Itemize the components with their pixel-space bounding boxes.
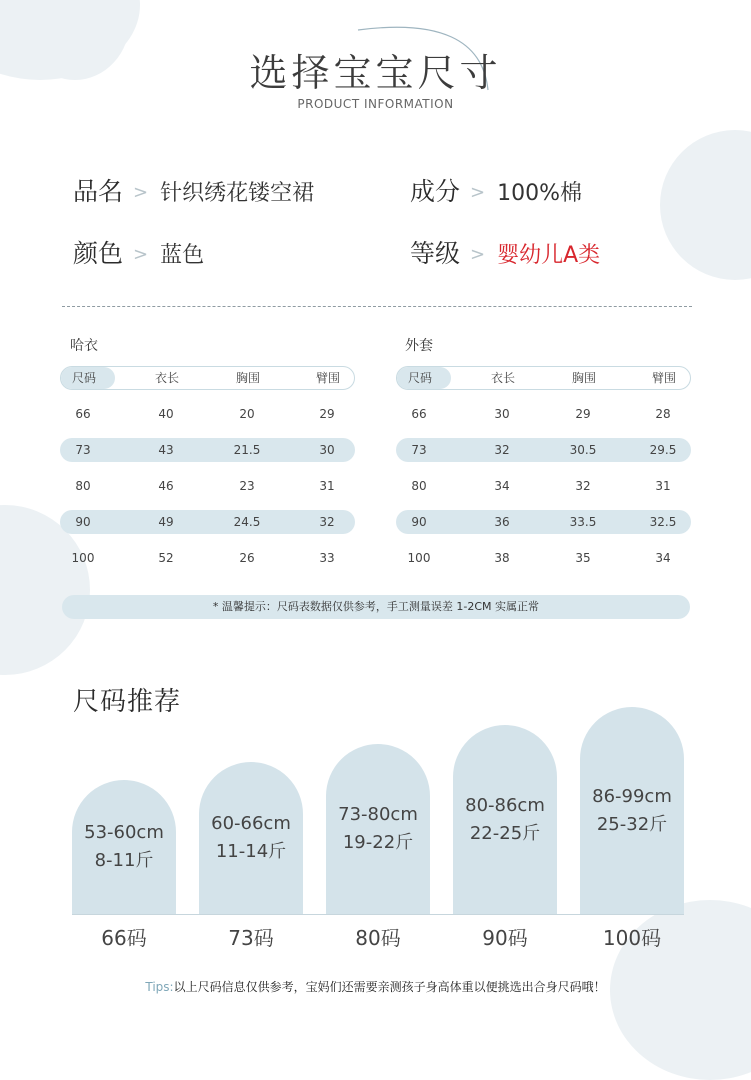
table-header-cell: 尺码: [407, 371, 432, 385]
table-cell: 34: [655, 551, 671, 565]
table-cell: 66: [411, 407, 427, 421]
table-cell: 35: [575, 551, 591, 565]
table-cell: 80: [75, 479, 91, 493]
table-header-cell: 胸围: [235, 371, 260, 385]
table-cell: 23: [239, 479, 255, 493]
info-label: 品名: [73, 177, 124, 206]
card-weight-range: 11-14斤: [215, 841, 287, 862]
size-card: [326, 744, 430, 914]
info-label: 等级: [410, 239, 461, 268]
table-cell: 90: [75, 515, 91, 529]
table-cell: 21.5: [233, 443, 261, 457]
table-cell: 73: [411, 443, 427, 457]
table-row: [60, 474, 355, 498]
table-cell: 30: [319, 443, 335, 457]
table-row: [396, 474, 691, 498]
table-title: 哈衣: [70, 338, 98, 354]
table-cell: 38: [494, 551, 510, 565]
table-header-cell: 胸围: [571, 371, 596, 385]
info-value: 蓝色: [160, 243, 205, 268]
chevron-right-icon: >: [133, 244, 149, 265]
table-row: [60, 402, 355, 426]
table-cell: 33.5: [569, 515, 597, 529]
size-card: [453, 725, 557, 914]
table-cell: 26: [239, 551, 255, 565]
table-cell: 73: [75, 443, 91, 457]
table-row: [60, 546, 355, 570]
card-height-range: 73-80cm: [338, 804, 418, 825]
table-cell: 34: [494, 479, 510, 493]
info-label: 成分: [410, 177, 461, 206]
size-table-jacket: [396, 366, 691, 582]
table-header-cell: 尺码: [71, 371, 96, 385]
table-cell: 100: [71, 551, 95, 565]
table-cell: 31: [655, 479, 671, 493]
table-header-cell: 衣长: [490, 371, 515, 385]
card-size-label: 100码: [602, 926, 662, 950]
tips-label: Tips:: [145, 980, 174, 994]
info-color: [73, 234, 204, 270]
table-header-cell: 臂围: [651, 371, 676, 385]
table-cell: 32.5: [649, 515, 677, 529]
table-cell: 33: [319, 551, 335, 565]
section-divider: [62, 306, 692, 307]
info-label: 颜色: [73, 239, 124, 268]
card-height-range: 80-86cm: [465, 794, 545, 816]
table-cell: 66: [75, 407, 91, 421]
table-title: 外套: [405, 338, 433, 354]
page-title: 选择宝宝尺寸: [249, 51, 502, 95]
tips-text: [0, 978, 751, 995]
info-grade: [410, 234, 600, 270]
chevron-right-icon: >: [133, 182, 149, 203]
info-value: 婴幼儿A类: [497, 243, 601, 268]
table-row: [396, 438, 691, 462]
info-name: [73, 172, 314, 208]
size-card: [199, 762, 303, 914]
table-cell: 49: [158, 515, 174, 529]
tips-body: 以上尺码信息仅供参考，宝妈们还需要亲测孩子身高体重以便挑选出合身尺码哦！: [173, 980, 606, 994]
table-cell: 31: [319, 479, 335, 493]
info-value: 100%棉: [497, 181, 583, 206]
table-cell: 36: [494, 515, 510, 529]
info-value: 针织绣花镂空裙: [160, 181, 315, 206]
table-cell: 29.5: [649, 443, 677, 457]
table-cell: 30.5: [569, 443, 597, 457]
table-cell: 80: [411, 479, 427, 493]
table-header-cell: 衣长: [154, 371, 179, 385]
card-size-label: 80码: [355, 926, 401, 950]
table-header-row: [60, 366, 355, 390]
table-cell: 29: [575, 407, 591, 421]
table-cell: 90: [411, 515, 427, 529]
card-height-range: 86-99cm: [592, 785, 672, 807]
table-cell: 52: [158, 551, 174, 565]
table-row: [396, 510, 691, 534]
chevron-right-icon: >: [470, 244, 486, 265]
card-height-range: 53-60cm: [84, 822, 164, 843]
table-header-cell: 臂围: [315, 371, 340, 385]
table-cell: 100: [407, 551, 431, 565]
chevron-right-icon: >: [470, 182, 486, 203]
page-subtitle: PRODUCT INFORMATION: [297, 97, 454, 111]
info-material: [410, 172, 582, 208]
table-row: [396, 402, 691, 426]
table-cell: 30: [494, 407, 510, 421]
table-cell: 32: [319, 515, 335, 529]
size-card: [580, 707, 684, 914]
table-row: [396, 546, 691, 570]
measurement-notice: * 温馨提示：尺码表数据仅供参考，手工测量误差 1-2CM 实属正常: [62, 595, 690, 619]
cards-baseline: [72, 914, 684, 915]
table-header-row: [396, 366, 691, 390]
table-cell: 28: [655, 407, 671, 421]
card-weight-range: 22-25斤: [469, 822, 541, 844]
size-table-romper: [60, 366, 355, 582]
size-card: [72, 780, 176, 914]
card-weight-range: 19-22斤: [342, 832, 414, 853]
card-weight-range: 25-32斤: [596, 813, 668, 835]
table-cell: 20: [239, 407, 255, 421]
table-cell: 29: [319, 407, 335, 421]
card-size-label: 90码: [482, 926, 528, 950]
table-cell: 46: [158, 479, 174, 493]
card-height-range: 60-66cm: [211, 813, 291, 834]
table-cell: 24.5: [233, 515, 261, 529]
table-cell: 40: [158, 407, 174, 421]
table-cell: 32: [575, 479, 591, 493]
table-row: [60, 510, 355, 534]
table-cell: 43: [158, 443, 174, 457]
card-size-label: 66码: [101, 926, 147, 950]
section-title-recommend: 尺码推荐: [73, 687, 182, 717]
table-cell: 32: [494, 443, 510, 457]
card-weight-range: 8-11斤: [94, 850, 154, 871]
card-size-label: 73码: [228, 926, 274, 950]
bg-blob-right: [660, 130, 751, 280]
table-row: [60, 438, 355, 462]
